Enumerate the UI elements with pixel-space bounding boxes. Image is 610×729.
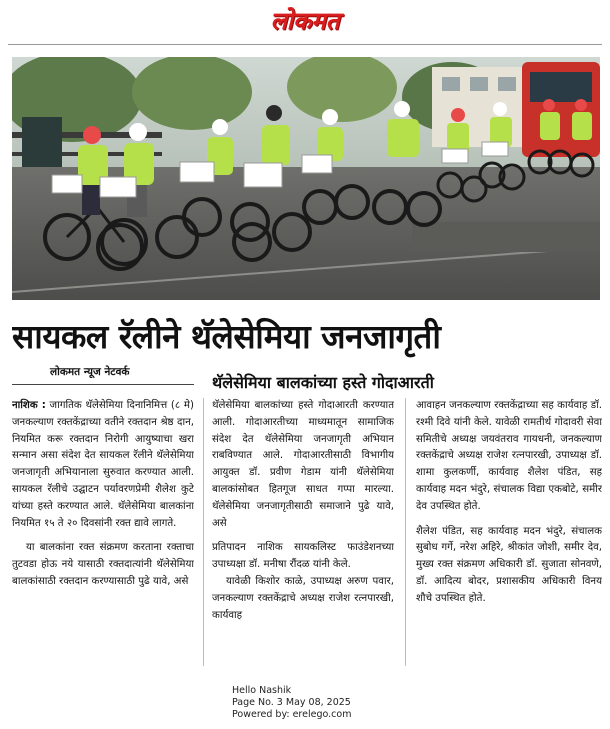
newspaper-logo[interactable]: लोकमत xyxy=(270,6,340,35)
masthead-divider xyxy=(8,44,602,45)
cycle-rally-photo xyxy=(12,57,600,300)
dateline: नाशिक : xyxy=(12,400,46,411)
column-divider-2 xyxy=(405,398,406,666)
article-column-1 xyxy=(12,398,194,670)
news-photo xyxy=(12,57,600,300)
column-3-paragraph-2: शैलेश पंडित, सह कार्यवाह मदन भंदुरे, संचालक सुबोध गर्गे, नरेश अहिरे, श्रीकांत जोशी, समीर देव, मुख्य रक्त संक्रमण अधिकारी डॉ. सुजाता सोनवणे, डॉ. आदित्य बोदर, प्रशासकीय अधिकारी विनय शौचे उपस्थित होते. xyxy=(416,525,602,604)
article-headline: सायकल रॅलीने थॅलेसेमिया जनजागृती xyxy=(12,317,441,356)
article-subhead: थॅलेसेमिया बालकांच्या हस्ते गोदाआरती xyxy=(212,373,434,392)
column-1-paragraph-1 xyxy=(12,398,194,532)
footer-page-info: Page No. 3 May 08, 2025 xyxy=(232,697,351,708)
masthead xyxy=(0,0,610,44)
column-2-paragraph-1: थॅलेसेमिया बालकांच्या हस्ते गोदाआरती करण्यात आली. गोदाआरतीच्या माध्यमातून सामाजिक संदेश देत थॅलेसेमिया जनजागृती अभियान राबविण्यात आले. गोदाआरतीसाठी विभागीय आयुक्त डॉ. प्रवीण गेडाम यांनी थॅलेसेमिया बालकांसोबत हितगूज साधत गप्पा मारल्या. थॅलेसेमिया जनजागृतीसाठी समाजाने पुढे यावे, असे xyxy=(212,400,394,529)
column-3-paragraph-1: आवाहन जनकल्याण रक्तकेंद्राच्या सह कार्यवाह डॉ. रश्मी दिवे यांनी केले. यावेळी रामतीर्थ गोदावरी सेवा समितीचे अध्यक्ष जयवंतराव गायधनी, जनकल्याण रक्तकेंद्राचे अध्यक्ष राजेश रत्नपारखी, उपाध्यक्ष डॉ. शामा कुलकर्णी, कार्यवाह शैलेश पंडित, सह कार्यवाह मदन भंदुरे, संचालक विद्या एकबोटे, समीर देव उपस्थित होते. xyxy=(416,400,602,512)
column-1-paragraph-2: या बालकांना रक्त संक्रमण करताना रक्ताचा तुटवडा होऊ नये यासाठी रक्तदात्यांनी थॅलेसेमिया बालकांसाठी रक्तदान करण्यासाठी पुढे यावे, असे xyxy=(12,542,194,587)
page-footer xyxy=(180,685,430,729)
article-byline: लोकमत न्यूज नेटवर्क xyxy=(50,366,130,378)
column-2-paragraph-3: यावेळी किशोर काळे, उपाध्यक्ष अरुण पवार, जनकल्याण रक्तकेंद्राचे अध्यक्ष राजेश रत्नपारखी, कार्यवाह xyxy=(212,575,394,621)
column-2-paragraph-2: प्रतिपादन नाशिक सायकलिस्ट फाउंडेशनच्या उपाध्यक्षा डॉ. मनीषा रौंदळ यांनी केले. xyxy=(212,542,394,571)
byline-divider xyxy=(12,384,194,385)
column-divider-1 xyxy=(203,398,204,666)
footer-powered-by[interactable]: Powered by: erelego.com xyxy=(232,709,352,720)
footer-edition: Hello Nashik xyxy=(232,685,292,696)
column-1-text-1: जागतिक थॅलेसेमिया दिनानिमित्त (८ मे) जनकल्याण रक्तकेंद्राच्या वतीने रक्तदान श्रेष्ठ दान, नियमित करू रक्तदान निरोगी आयुष्याचा खरा सन्मान असा संदेश देत सायकल रॅलीने थॅलेसेमिया जनजागृती अभियानाला सुरुवात करण्यात आली. सायकल रॅलीचे उद्घाटन पर्यावरणप्रेमी शैलेश कुटे यांच्या हस्ते करण्यात आले. थॅलेसेमिया बालकांना नियमित १५ ते २० दिवसांनी रक्त द्यावे लागते. xyxy=(12,400,194,529)
article-column-3 xyxy=(416,398,602,670)
article-column-2 xyxy=(212,398,394,670)
